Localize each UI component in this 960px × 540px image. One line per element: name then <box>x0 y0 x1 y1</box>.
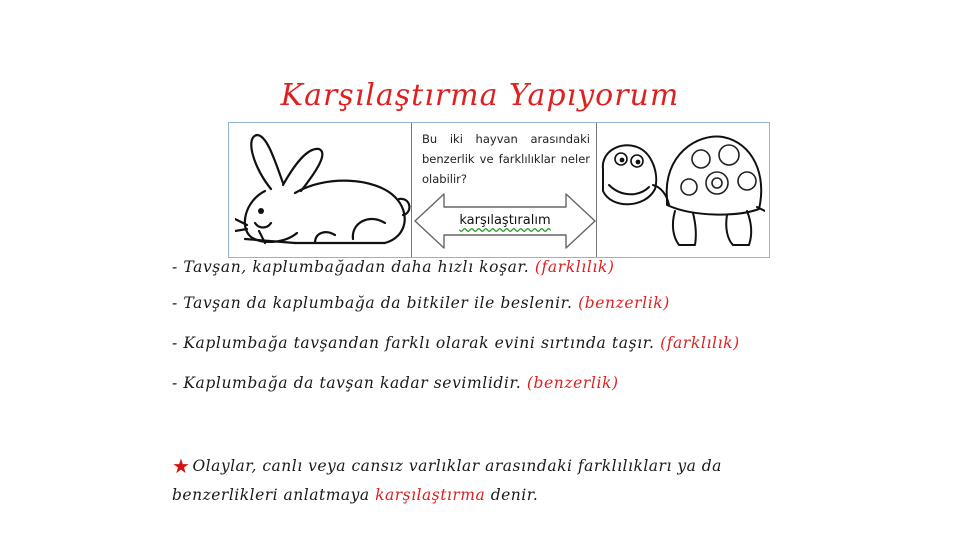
note-part-1: Olaylar, canlı veya cansız varlıklar arasındaki farklılıkları ya da benzerlikleri anlatmaya <box>172 457 722 504</box>
note-part-2: denir. <box>490 486 539 504</box>
sentence-3-tag: (farklılık) <box>660 334 740 352</box>
definition-note <box>172 452 792 510</box>
sentence-1: - Tavşan, kaplumbağadan daha hızlı koşar. (farklılık) <box>172 258 615 276</box>
sentence-2-tag: (benzerlik) <box>578 294 670 312</box>
sentence-3: - Kaplumbağa tavşandan farklı olarak evini sırtında taşır. (farklılık) <box>172 334 740 352</box>
illustration-panel <box>228 122 770 258</box>
question-text: Bu iki hayvan arasındaki benzerlik ve farklılıklar neler olabilir? <box>422 132 590 186</box>
sentence-2: - Tavşan da kaplumbağa da bitkiler ile beslenir. (benzerlik) <box>172 294 670 312</box>
question-box <box>411 123 597 257</box>
compare-label: karşılaştıralım <box>459 213 551 228</box>
sentence-1-tag: (farklılık) <box>534 258 615 276</box>
sentence-4-tag: (benzerlik) <box>526 374 619 392</box>
sentence-4: - Kaplumbağa da tavşan kadar sevimlidir. (benzerlik) <box>172 374 619 392</box>
star-icon: ★ <box>172 454 191 478</box>
page-title: Karşılaştırma Yapıyorum <box>280 78 680 113</box>
note-highlight: karşılaştırma <box>375 486 486 504</box>
rabbit-illustration <box>235 127 411 251</box>
turtle-illustration <box>597 125 765 255</box>
